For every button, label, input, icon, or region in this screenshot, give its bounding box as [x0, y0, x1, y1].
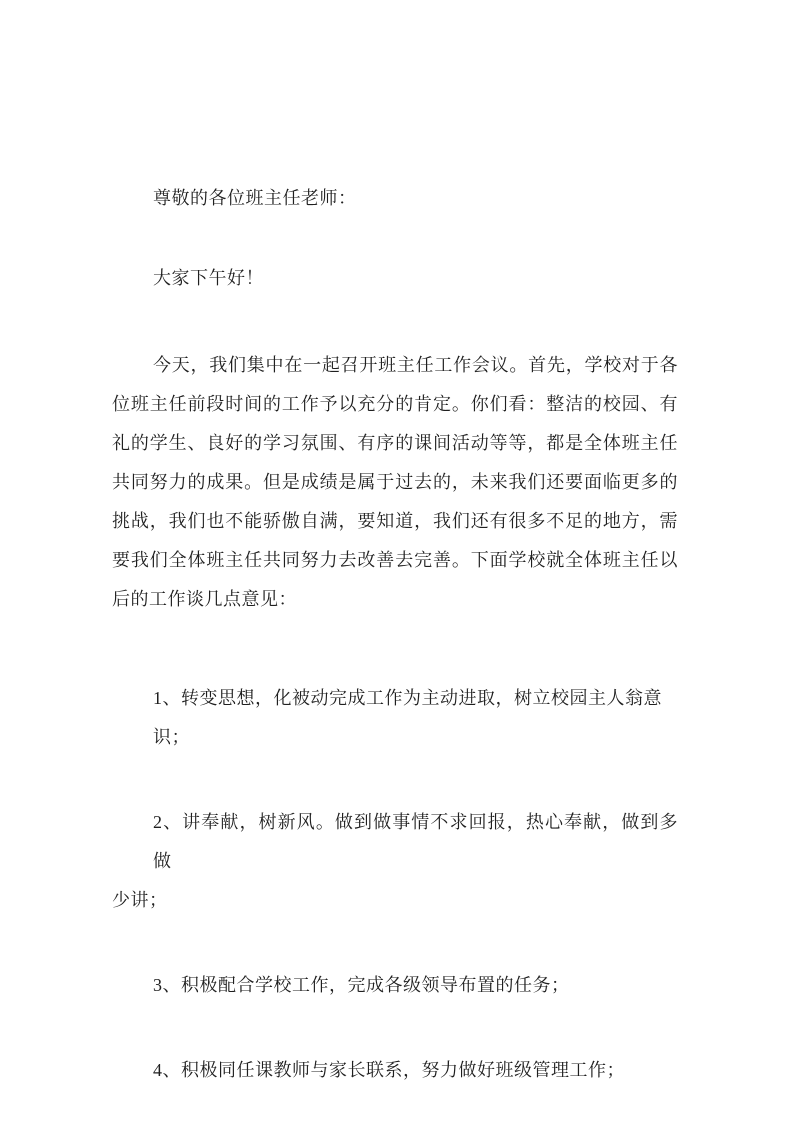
text-line: 挑战，我们也不能骄傲自满，要知道，我们还有很多不足的地方，需 — [112, 511, 678, 531]
text-line: 1、转变思想，化被动完成工作为主动进取，树立校园主人翁意识； — [153, 688, 662, 747]
text-line: 大家下午好！ — [153, 268, 264, 288]
paragraph-item-2 — [112, 803, 678, 920]
text-line: 少讲； — [112, 890, 168, 910]
text-line: 2、讲奉献，树新风。做到做事情不求回报，热心奉献，做到多做 — [153, 812, 678, 871]
text-line: 4、积极同任课教师与家长联系，努力做好班级管理工作； — [153, 1060, 625, 1080]
text-line: 位班主任前段时间的工作予以充分的肯定。你们看：整洁的校园、有 — [112, 394, 678, 414]
paragraph-greeting — [112, 259, 678, 298]
text-line: 共同努力的成果。但是成绩是属于过去的，未来我们还要面临更多的 — [112, 472, 678, 492]
text-line: 尊敬的各位班主任老师： — [153, 188, 357, 208]
paragraph-item-3 — [112, 966, 678, 1005]
text-line: 3、积极配合学校工作，完成各级领导布置的任务； — [153, 975, 570, 995]
text-line: 今天，我们集中在一起召开班主任工作会议。首先，学校对于各 — [153, 355, 678, 375]
paragraph-salutation — [112, 179, 678, 218]
text-line: 后的工作谈几点意见： — [112, 589, 297, 609]
document-content — [112, 179, 678, 1090]
text-line: 要我们全体班主任共同努力去改善去完善。下面学校就全体班主任以 — [112, 550, 678, 570]
text-line: 礼的学生、良好的学习氛围、有序的课间活动等等，都是全体班主任 — [112, 433, 678, 453]
paragraph-item-1 — [112, 679, 678, 757]
paragraph-opening — [112, 346, 678, 619]
paragraph-item-4 — [112, 1051, 678, 1090]
